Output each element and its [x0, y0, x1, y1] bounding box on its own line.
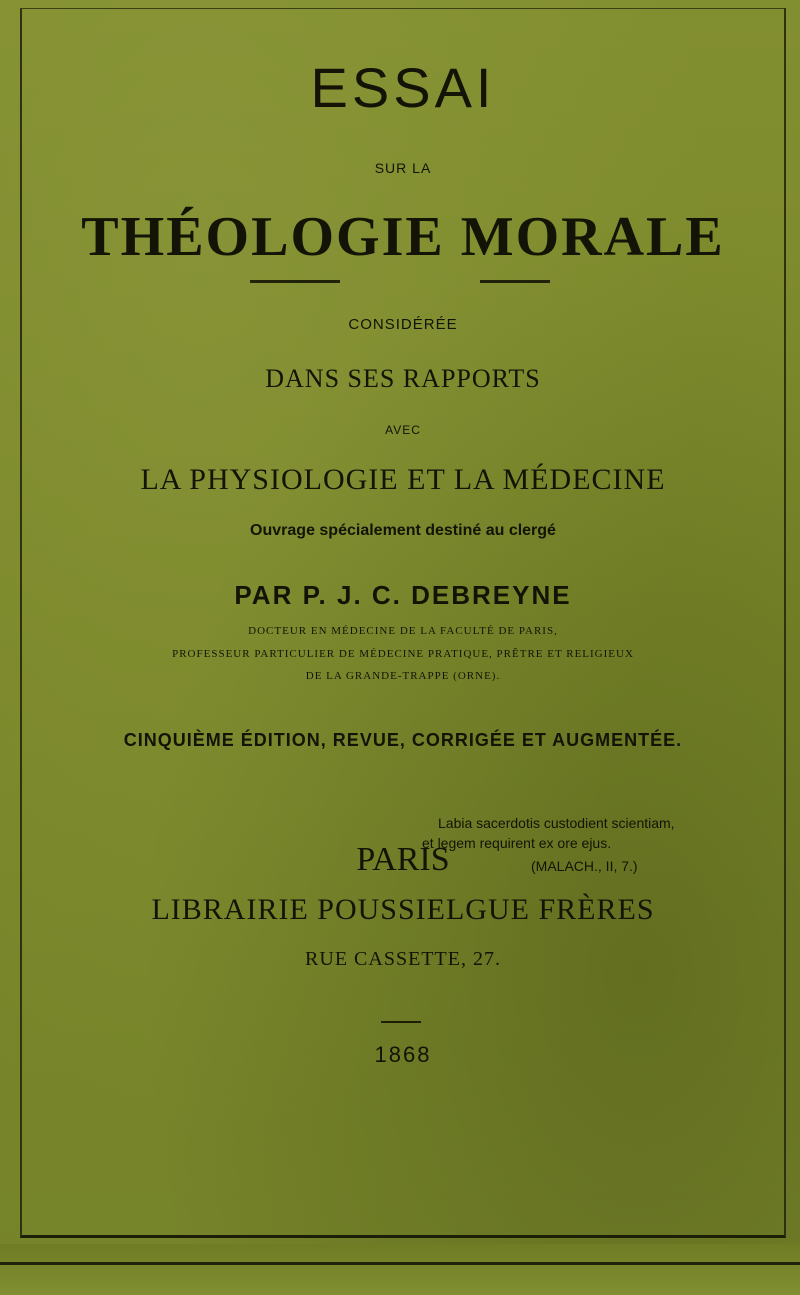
- subtitle-rapports: DANS SES RAPPORTS: [265, 364, 541, 393]
- subtitle-consideree: CONSIDÉRÉE: [348, 316, 458, 333]
- imprint-dash: [381, 1021, 421, 1023]
- title-sur-la: SUR LA: [374, 160, 432, 176]
- author-credential-1: DOCTEUR EN MÉDECINE DE LA FACULTÉ DE PARIS,: [248, 625, 558, 637]
- epigraph-citation: (MALACH., II, 7.): [531, 858, 638, 874]
- page-bottom-rule: [0, 1262, 800, 1265]
- title-rule-left: [250, 280, 340, 283]
- main-title: THÉOLOGIE MORALE: [81, 206, 725, 268]
- imprint-address: RUE CASSETTE, 27.: [305, 948, 501, 970]
- epigraph-line-2: et legem requirent ex ore ejus.: [422, 835, 612, 851]
- title-rule-right: [480, 280, 550, 283]
- imprint-publisher: LIBRAIRIE POUSSIELGUE FRÈRES: [151, 893, 655, 926]
- page-bottom-band: [0, 1244, 800, 1295]
- imprint-city: PARIS: [356, 841, 450, 878]
- imprint-year: 1868: [374, 1042, 432, 1067]
- subtitle-subject: LA PHYSIOLOGIE ET LA MÉDECINE: [140, 463, 666, 496]
- subtitle-avec: AVEC: [385, 423, 421, 437]
- author-line: PAR P. J. C. DEBREYNE: [234, 580, 572, 610]
- author-credential-3: DE LA GRANDE-TRAPPE (ORNE).: [305, 670, 501, 682]
- epigraph-line-1: Labia sacerdotis custodient scientiam,: [438, 815, 675, 831]
- author-credential-2: PROFESSEUR PARTICULIER DE MÉDECINE PRATIQUE, PRÊTRE ET RELIGIEUX: [172, 648, 634, 660]
- title-essai: ESSAI: [310, 56, 496, 119]
- edition-line: CINQUIÈME ÉDITION, REVUE, CORRIGÉE ET AUGMENTÉE.: [123, 730, 683, 750]
- audience-line: Ouvrage spécialement destiné au clergé: [250, 522, 556, 539]
